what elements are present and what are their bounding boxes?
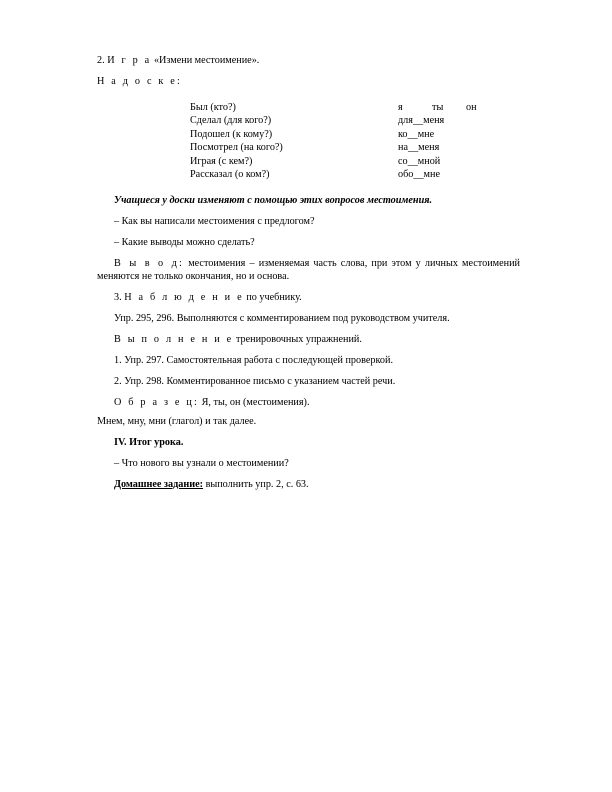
board-question: Посмотрел (на кого?) <box>190 142 283 154</box>
table-row <box>97 141 477 155</box>
conclusion-paragraph <box>97 258 520 283</box>
board-answer: обо__мне <box>398 169 440 181</box>
table-row <box>97 101 477 115</box>
board-answer: для__меня <box>398 115 445 127</box>
sample-line-2: Мнем, мну, мни (глагол) и так далее. <box>97 416 257 428</box>
game-heading-title: «Измени местоимение». <box>151 55 260 66</box>
board-question: Был (кто?) <box>190 101 236 113</box>
summary-heading: IV. Итог урока. <box>114 437 184 449</box>
sample-heading <box>97 397 520 410</box>
discussion-question-1: – Как вы написали местоимения с предлогом? <box>114 216 315 228</box>
table-row <box>97 114 477 128</box>
conclusion-text: местоимения – изменяемая часть слова, при этом у личных местоимений меняются не только окончания, но и основа. <box>97 258 520 282</box>
pronoun-ty: ты <box>432 101 444 113</box>
board-label <box>97 76 520 89</box>
table-row <box>97 168 477 182</box>
board-answer <box>342 101 477 115</box>
sample-label: О б р а з е ц: <box>114 396 200 408</box>
homework-text: выполнить упр. 2, с. 63. <box>203 479 309 491</box>
board-table-body <box>97 101 477 183</box>
observation-heading-rest: по учебнику. <box>243 291 302 303</box>
observation-text: Упр. 295, 296. Выполняются с комментированием под руководством учителя. <box>114 312 450 324</box>
discussion-question-2: – Какие выводы можно сделать? <box>114 237 255 249</box>
sample-text: Я, ты, он (местоимения). <box>199 396 310 408</box>
exercises-heading <box>97 334 520 347</box>
exercise-item-2: 2. Упр. 298. Комментированное письмо с указанием частей речи. <box>114 375 396 387</box>
board-question: Рассказал (о ком?) <box>190 169 270 181</box>
exercises-heading-spaced: В ы п о л н е н и е <box>114 333 234 345</box>
board-answer: ко__мне <box>398 128 435 140</box>
observation-heading <box>97 292 520 305</box>
board-label-text: Н а д о с к е: <box>97 76 183 87</box>
board-answer: на__меня <box>398 142 440 154</box>
exercises-heading-rest: тренировочных упражнений. <box>233 333 362 345</box>
observation-heading-spaced: Н а б л ю д е н и е <box>124 291 244 303</box>
teacher-note: Учащиеся у доски изменяют с помощью этих вопросов местоимения. <box>114 195 433 207</box>
homework-label: Домашнее задание: <box>114 479 204 491</box>
conclusion-label: В ы в о д: <box>114 258 185 270</box>
exercise-item-1: 1. Упр. 297. Самостоятельная работа с последующей проверкой. <box>114 354 394 366</box>
game-heading-spaced: И г р а <box>107 55 152 66</box>
table-row <box>97 155 477 169</box>
homework-paragraph <box>97 479 520 492</box>
summary-question: – Что нового вы узнали о местоимении? <box>114 458 289 470</box>
board-question: Подошел (к кому?) <box>190 128 273 140</box>
board-question: Сделал (для кого?) <box>190 115 272 127</box>
board-answer: со__мной <box>398 155 441 167</box>
board-question: Играя (с кем?) <box>190 155 253 167</box>
pronoun-ya: я <box>398 101 403 113</box>
table-row <box>97 128 477 142</box>
observation-heading-number: 3. <box>114 291 125 303</box>
game-heading-number: 2. <box>97 55 108 66</box>
board-table <box>97 101 477 183</box>
game-heading <box>97 55 520 68</box>
pronoun-on: он <box>466 101 477 113</box>
